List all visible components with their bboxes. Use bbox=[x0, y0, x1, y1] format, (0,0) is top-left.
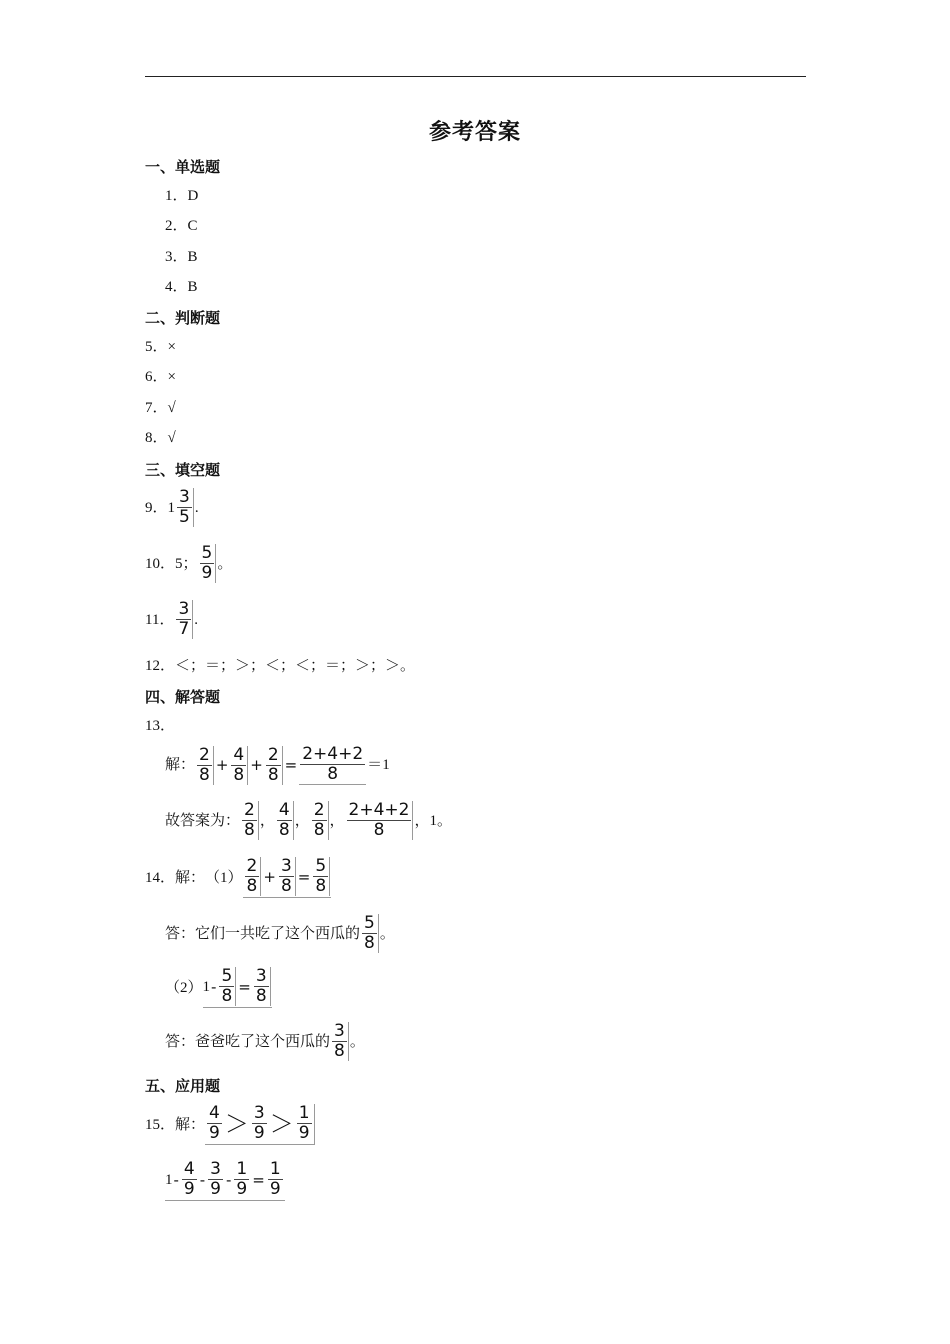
numerator: 4 bbox=[209, 1103, 220, 1123]
fraction bbox=[331, 1022, 349, 1061]
fraction bbox=[253, 967, 271, 1006]
equals-sign: = bbox=[252, 1170, 265, 1189]
result: 1 bbox=[382, 757, 390, 773]
fraction bbox=[175, 600, 193, 639]
solution-label: 解： bbox=[175, 1116, 206, 1133]
answer-q2 bbox=[165, 216, 198, 236]
numerator: 2 bbox=[246, 856, 258, 876]
numerator: 3 bbox=[253, 1103, 265, 1123]
fraction bbox=[233, 1160, 250, 1199]
numerator: 4 bbox=[278, 800, 290, 820]
minus-sign: - bbox=[226, 1170, 232, 1189]
punct: . bbox=[194, 611, 199, 628]
fraction bbox=[230, 746, 248, 785]
q-number: 1． bbox=[165, 188, 188, 204]
numerator: 5 bbox=[221, 966, 233, 986]
denominator: 9 bbox=[253, 1123, 265, 1143]
numerator: 2+4+2 bbox=[302, 744, 364, 764]
q-number: 10． bbox=[145, 555, 176, 572]
numerator: 3 bbox=[334, 1021, 345, 1041]
q14-answer-2 bbox=[165, 1022, 365, 1061]
punct: 。 bbox=[379, 925, 395, 942]
equation bbox=[203, 967, 272, 1008]
fraction bbox=[176, 488, 194, 527]
answer-q11 bbox=[145, 600, 198, 639]
q-number: 8． bbox=[145, 430, 168, 446]
q-number: 6． bbox=[145, 369, 168, 385]
fraction bbox=[206, 1104, 223, 1143]
numerator: 1 bbox=[236, 1159, 248, 1179]
q13-solution bbox=[165, 745, 390, 785]
separator: ， bbox=[294, 812, 310, 829]
q-number: 3． bbox=[165, 249, 188, 265]
q-number: 11． bbox=[145, 611, 175, 628]
q-number: 2． bbox=[165, 218, 188, 234]
one: 1 bbox=[165, 1171, 173, 1188]
denominator: 8 bbox=[334, 1041, 345, 1061]
plus-sign: + bbox=[250, 756, 263, 774]
q-answer: × bbox=[167, 369, 176, 385]
fraction bbox=[312, 857, 330, 896]
q14-solution-1 bbox=[145, 857, 331, 898]
numerator: 3 bbox=[210, 1159, 221, 1179]
denominator: 8 bbox=[233, 764, 245, 785]
denominator: 9 bbox=[201, 563, 213, 583]
numerator: 3 bbox=[280, 856, 292, 876]
denominator: 9 bbox=[183, 1179, 195, 1199]
section-heading-application: 五、应用题 bbox=[145, 1077, 221, 1095]
q-answer: B bbox=[187, 279, 198, 295]
q13-number: 13． bbox=[145, 718, 176, 734]
answer-end: 1。 bbox=[429, 812, 453, 829]
greater-than-sign: ＞ bbox=[269, 1109, 294, 1138]
numerator: 3 bbox=[178, 599, 190, 619]
equals-sign: ＝ bbox=[367, 757, 383, 773]
denominator: 8 bbox=[364, 933, 375, 953]
numerator: 2 bbox=[313, 800, 325, 820]
q-answer: B bbox=[187, 249, 198, 265]
one: 1 bbox=[202, 978, 211, 995]
denominator: 8 bbox=[255, 986, 267, 1006]
fraction bbox=[267, 1160, 284, 1199]
q14-solution-2 bbox=[165, 967, 272, 1008]
punct: 。 bbox=[349, 1033, 365, 1050]
denominator: 8 bbox=[327, 764, 339, 784]
minus-sign: - bbox=[173, 1170, 179, 1189]
numerator: 4 bbox=[183, 1159, 195, 1179]
denominator: 8 bbox=[373, 820, 385, 840]
denominator: 8 bbox=[278, 820, 290, 840]
q-answer: √ bbox=[167, 400, 176, 416]
section-heading-single-choice: 一、单选题 bbox=[145, 158, 221, 176]
minus-sign: - bbox=[199, 1170, 206, 1189]
q-answer: × bbox=[167, 339, 176, 355]
numerator: 1 bbox=[269, 1159, 281, 1179]
denominator: 8 bbox=[244, 820, 255, 840]
fraction bbox=[251, 1104, 268, 1143]
fraction bbox=[181, 1160, 198, 1199]
q15-solution-1 bbox=[145, 1104, 315, 1145]
denominator: 8 bbox=[267, 764, 279, 785]
answer-q7 bbox=[145, 398, 176, 418]
q13-answer bbox=[165, 801, 452, 840]
answer-q12 bbox=[145, 656, 415, 676]
equals-sign: = bbox=[238, 977, 251, 996]
equals-sign: = bbox=[284, 756, 298, 774]
answer-text: 答：爸爸吃了这个西瓜的 bbox=[165, 1033, 331, 1050]
fraction bbox=[311, 801, 329, 840]
q-number: 12． bbox=[145, 658, 176, 674]
fraction bbox=[265, 746, 283, 785]
section-heading-solve: 四、解答题 bbox=[145, 688, 221, 706]
separator: ， bbox=[329, 812, 345, 829]
solution-label: 解： bbox=[175, 869, 206, 886]
answer-q5 bbox=[145, 337, 176, 357]
fraction bbox=[199, 544, 217, 583]
equation bbox=[165, 1160, 285, 1201]
answer-q4 bbox=[165, 277, 198, 297]
numerator: 4 bbox=[233, 744, 245, 765]
fraction bbox=[244, 857, 262, 896]
numerator: 2+4+2 bbox=[348, 800, 410, 820]
q-number: 4． bbox=[165, 279, 188, 295]
denominator: 8 bbox=[315, 876, 327, 896]
numerator: 3 bbox=[179, 487, 190, 507]
q-answer: √ bbox=[167, 430, 176, 446]
minus-sign: - bbox=[211, 977, 217, 996]
equation bbox=[243, 857, 332, 898]
equals-sign: = bbox=[297, 867, 311, 886]
numerator: 5 bbox=[315, 856, 327, 876]
plus-sign: + bbox=[263, 867, 276, 886]
q-answer: C bbox=[187, 218, 198, 234]
numerator: 1 bbox=[298, 1103, 310, 1123]
answer-q8 bbox=[145, 428, 176, 448]
answer-q3 bbox=[165, 247, 198, 267]
inequality bbox=[205, 1104, 314, 1145]
denominator: 8 bbox=[280, 876, 292, 896]
denominator: 7 bbox=[178, 619, 190, 639]
numerator: 2 bbox=[199, 744, 210, 765]
fraction bbox=[218, 967, 236, 1006]
q-number: 5． bbox=[145, 339, 168, 355]
denominator: 8 bbox=[221, 986, 233, 1006]
section-heading-true-false: 二、判断题 bbox=[145, 309, 221, 327]
denominator: 8 bbox=[199, 764, 210, 785]
q-answer: 5； bbox=[175, 555, 198, 572]
fraction bbox=[299, 745, 366, 785]
header-rule bbox=[145, 76, 806, 77]
separator: ， bbox=[414, 812, 430, 829]
numerator: 5 bbox=[364, 913, 375, 933]
answer-q9 bbox=[145, 488, 199, 527]
q-number: 14． bbox=[145, 869, 176, 886]
denominator: 8 bbox=[246, 876, 258, 896]
separator: ， bbox=[259, 812, 275, 829]
denominator: 8 bbox=[313, 820, 325, 840]
fraction bbox=[296, 1104, 313, 1143]
fraction bbox=[207, 1160, 224, 1199]
denominator: 5 bbox=[179, 507, 190, 527]
section-heading-fill-blank: 三、填空题 bbox=[145, 461, 221, 479]
numerator: 2 bbox=[267, 744, 279, 765]
denominator: 9 bbox=[210, 1179, 221, 1199]
fraction bbox=[241, 801, 259, 840]
denominator: 9 bbox=[236, 1179, 248, 1199]
punct: 。 bbox=[217, 555, 233, 572]
part-label: （1） bbox=[205, 869, 243, 886]
plus-sign: + bbox=[215, 756, 229, 774]
fraction bbox=[278, 857, 296, 896]
numerator: 2 bbox=[244, 800, 255, 820]
punct: . bbox=[194, 499, 199, 516]
answer-text: 答：它们一共吃了这个西瓜的 bbox=[165, 925, 361, 942]
fraction bbox=[276, 801, 294, 840]
numerator: 3 bbox=[255, 966, 267, 986]
denominator: 9 bbox=[298, 1123, 310, 1143]
denominator: 9 bbox=[269, 1179, 281, 1199]
numerator: 5 bbox=[201, 543, 213, 563]
solution-label: 解： bbox=[165, 757, 196, 773]
answer-q10 bbox=[145, 544, 232, 583]
page-title: 参考答案 bbox=[428, 120, 521, 145]
mixed-whole: 1 bbox=[167, 499, 176, 516]
q15-solution-2 bbox=[165, 1160, 285, 1201]
answer-label: 故答案为： bbox=[165, 812, 241, 829]
q14-answer-1 bbox=[165, 914, 395, 953]
q-answer: ＜；＝；＞；＜；＜；＝；＞；＞。 bbox=[175, 658, 416, 674]
q-answer: D bbox=[187, 188, 199, 204]
q-number: 15． bbox=[145, 1116, 176, 1133]
answer-q1 bbox=[165, 186, 198, 206]
fraction bbox=[361, 914, 379, 953]
part-label: （2） bbox=[165, 979, 203, 996]
q-number: 7． bbox=[145, 400, 168, 416]
fraction bbox=[196, 746, 214, 785]
denominator: 9 bbox=[209, 1123, 220, 1143]
fraction bbox=[346, 801, 414, 840]
answer-q6 bbox=[145, 367, 176, 387]
q-number: 9． bbox=[145, 499, 168, 516]
greater-than-sign: ＞ bbox=[224, 1109, 249, 1138]
